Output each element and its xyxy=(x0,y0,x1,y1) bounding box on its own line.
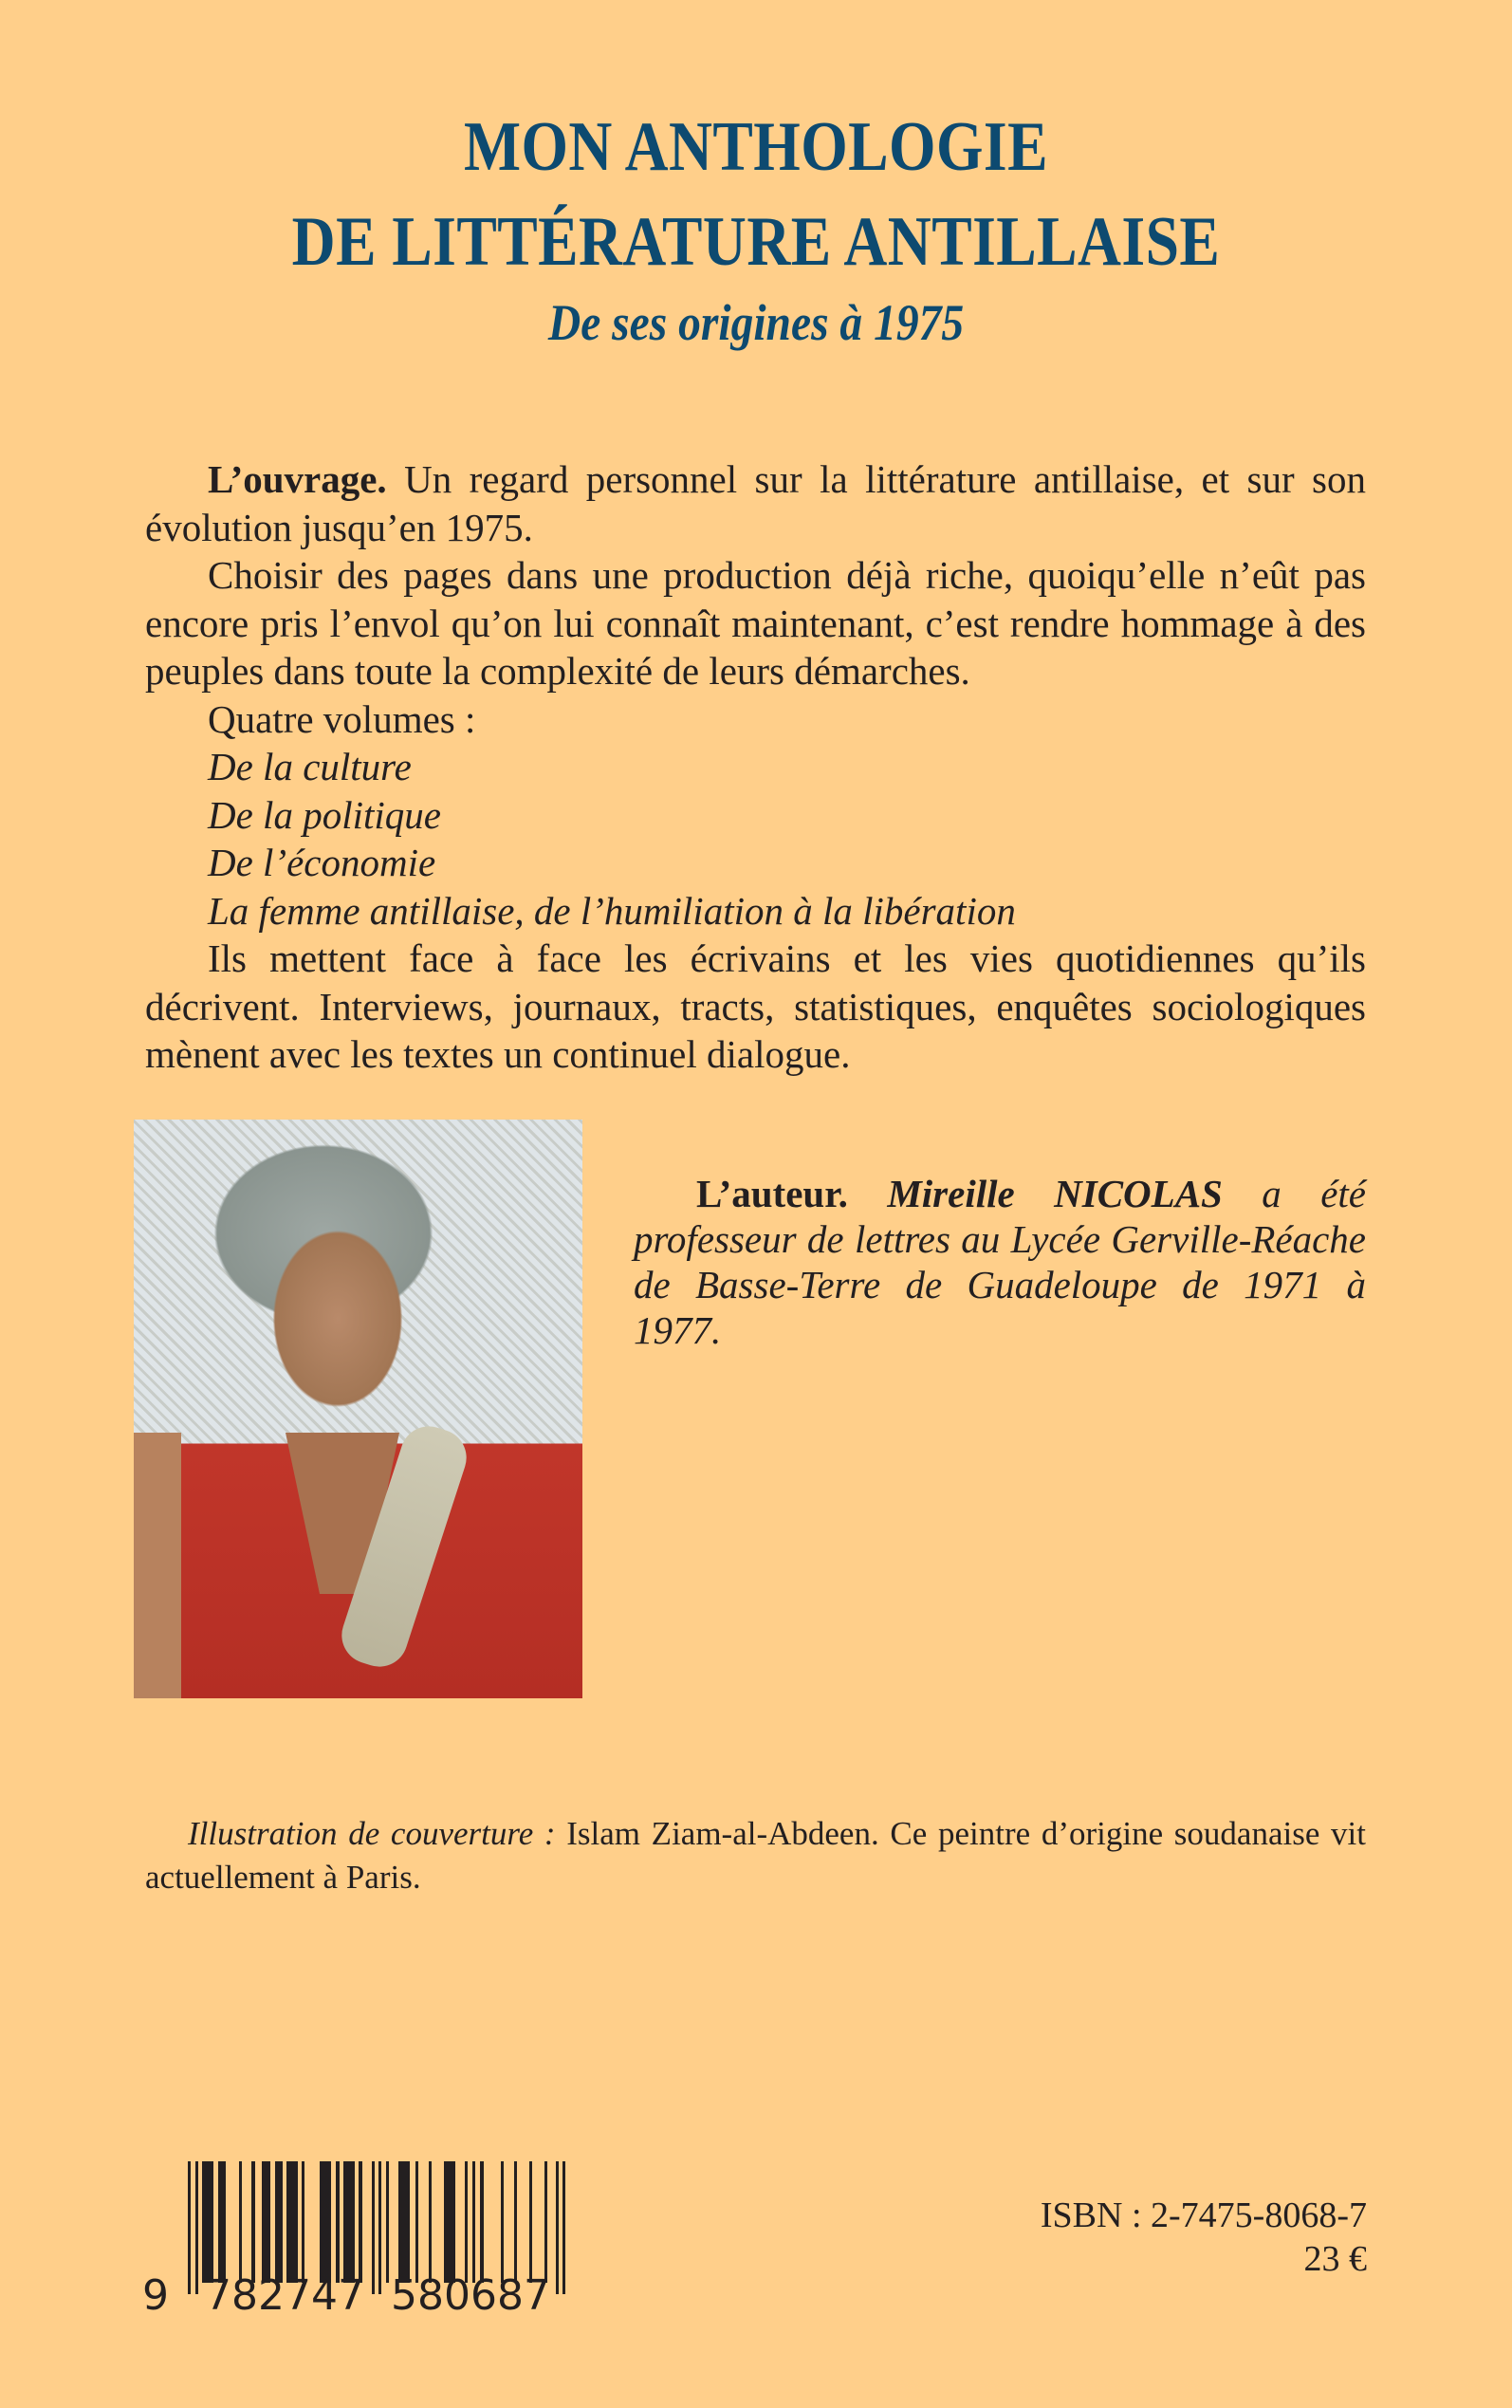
cover-illustration-credit xyxy=(145,1812,1366,1899)
barcode-icon xyxy=(133,2142,579,2313)
author-photo xyxy=(134,1120,582,1698)
volume-item: De la politique xyxy=(208,792,441,837)
credit-text: Islam Ziam-al-Abdeen. Ce peintre d’origine soudanaise vit actuellement à Paris. xyxy=(145,1815,1366,1896)
barcode xyxy=(133,2142,579,2313)
barcode-digits-right: 580687 xyxy=(391,2271,550,2313)
volume-item: De la culture xyxy=(208,745,412,788)
blurb-lead: L’ouvrage. xyxy=(208,457,387,501)
barcode-digit-prefix: 9 xyxy=(142,2271,169,2313)
author-bio xyxy=(634,1171,1366,1353)
author-bio-text: a été professeur de lettres au Lycée Gerville-Réache de Basse-Terre de Guadeloupe de 1971 à 1977. xyxy=(634,1172,1366,1352)
isbn-price-block xyxy=(1041,2194,1367,2281)
author-lead: L’auteur. xyxy=(696,1172,848,1215)
book-subtitle: De ses origines à 1975 xyxy=(547,294,965,351)
author-name: Mireille NICOLAS xyxy=(887,1172,1223,1215)
volumes-label: Quatre volumes : xyxy=(208,696,476,741)
photo-detail xyxy=(134,1433,181,1698)
barcode-digits-left: 782747 xyxy=(205,2271,364,2313)
credit-label: Illustration de couverture : xyxy=(188,1815,556,1852)
blurb-intro xyxy=(145,455,1366,551)
blurb-intro-text: Un regard personnel sur la littérature antillaise, et sur son évolution jusqu’en 1975. xyxy=(145,457,1366,549)
volume-item: La femme antillaise, de l’humiliation à la libération xyxy=(208,888,1016,933)
price: 23 € xyxy=(1303,2239,1367,2279)
blurb-paragraph-2: Choisir des pages dans une production déjà riche, quoiqu’elle n’eût pas encore pris l’envol qu’on lui connaît maintenant, c’est rendre hommage à des peuples dans toute la complexité de leurs démarches. xyxy=(145,553,1366,693)
volume-item: De l’économie xyxy=(208,841,436,884)
book-title-line-1: MON ANTHOLOGIE xyxy=(463,108,1048,186)
blurb-paragraph-3: Ils mettent face à face les écrivains et les vies quotidiennes qu’ils décrivent. Interviews, journaux, tracts, statistiques, enquêtes sociologiques mènent avec les textes un continuel dialogue. xyxy=(145,936,1366,1076)
book-title-line-2: DE LITTÉRATURE ANTILLAISE xyxy=(291,203,1221,281)
blurb xyxy=(145,455,1366,1079)
title-block xyxy=(0,100,1512,356)
isbn-number: ISBN : 2-7475-8068-7 xyxy=(1040,2195,1367,2235)
